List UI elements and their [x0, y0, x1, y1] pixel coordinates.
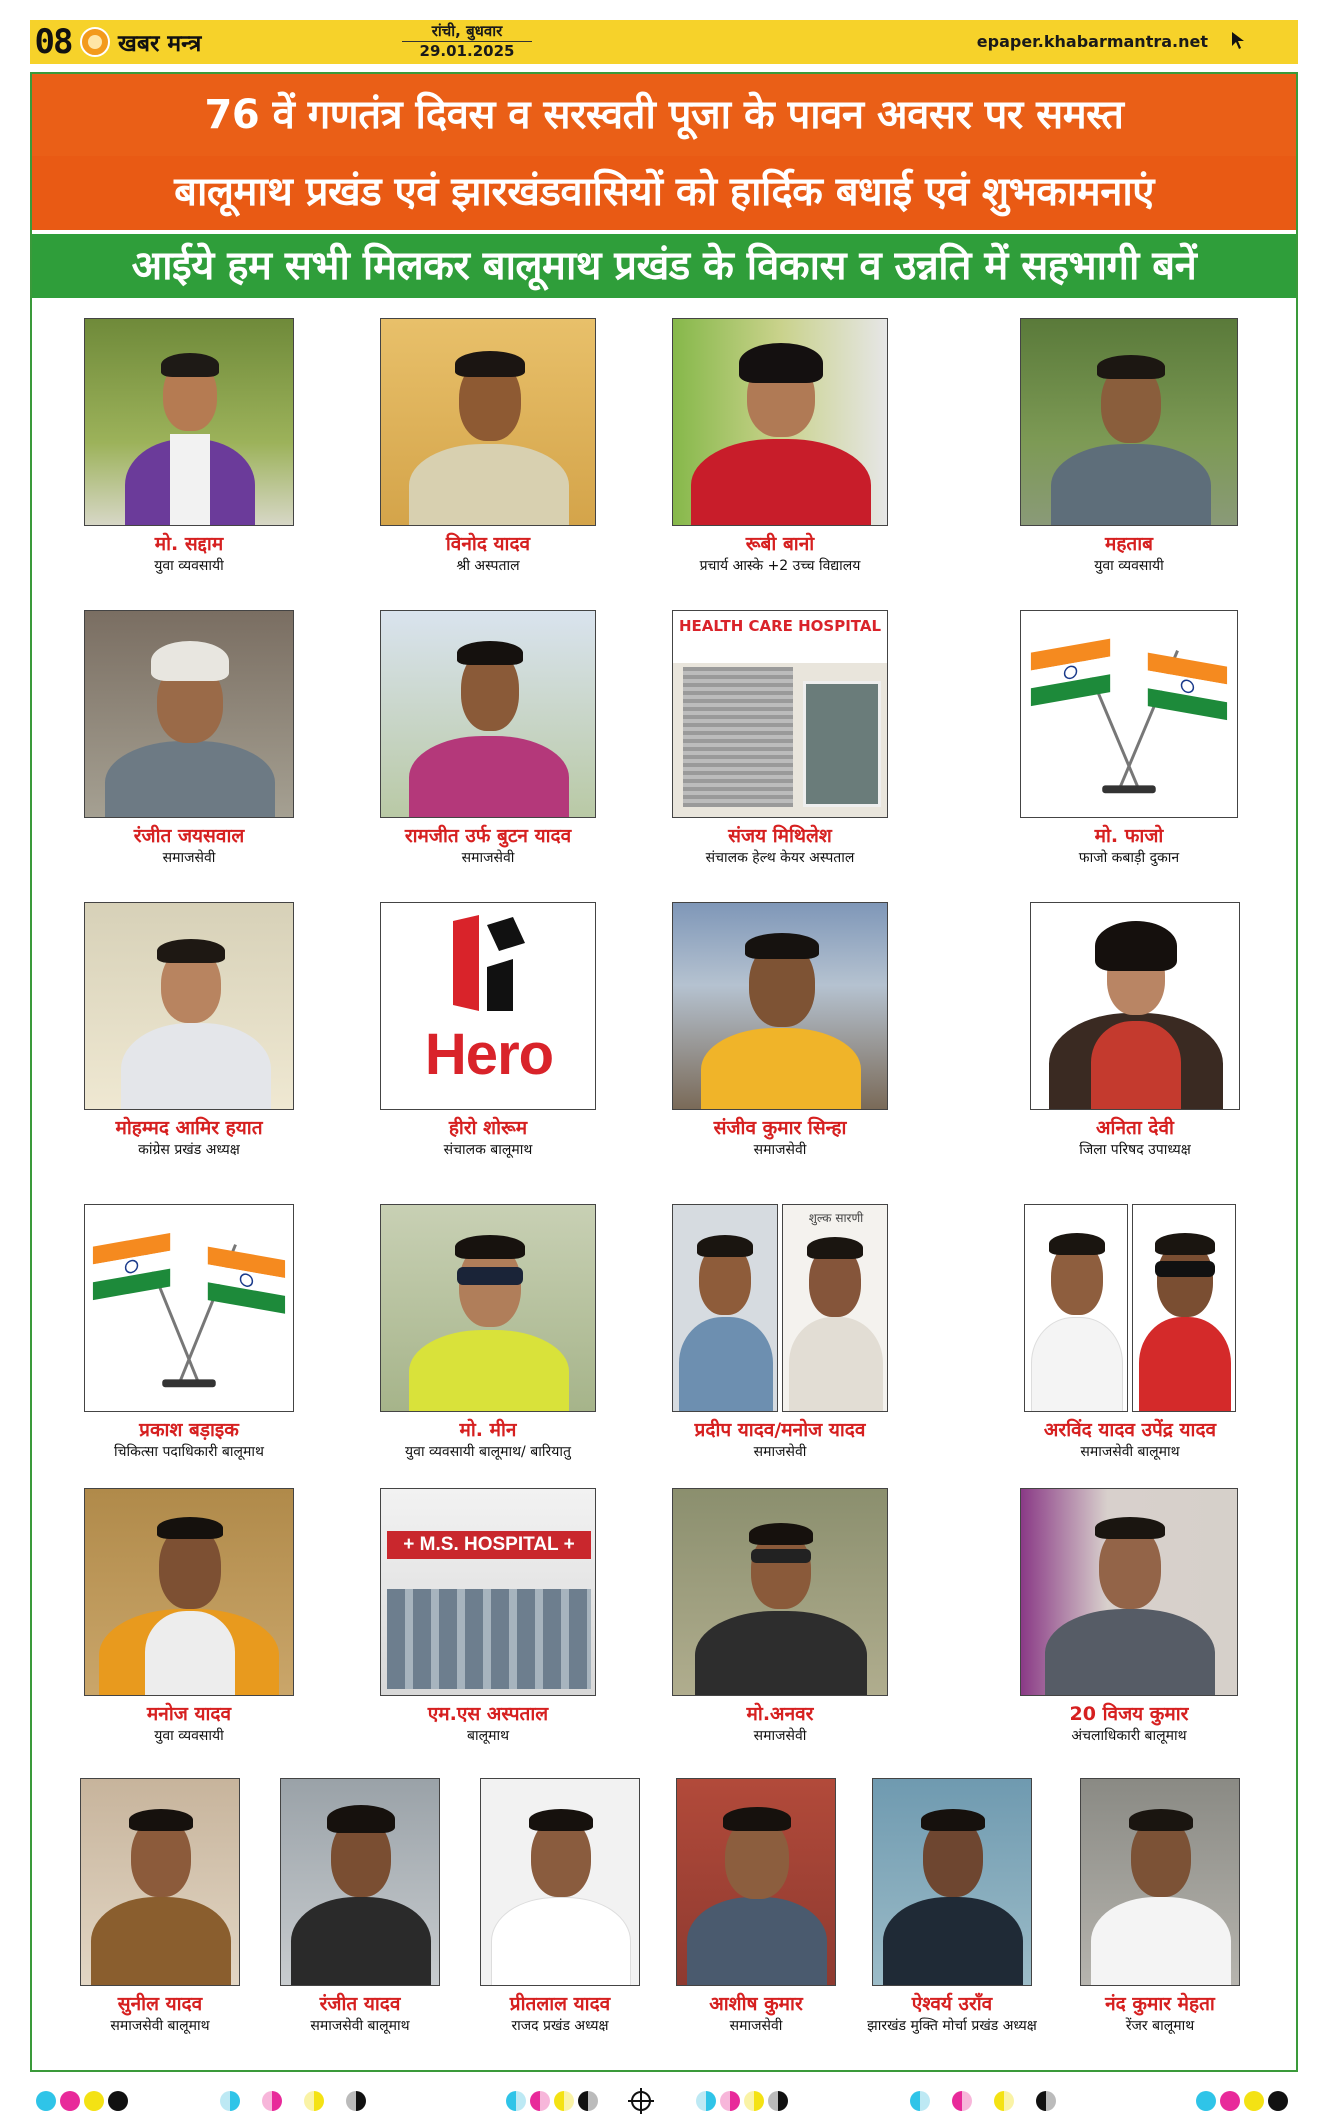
- person-name: रंजीत जयसवाल: [133, 825, 245, 847]
- dual-photo: [672, 1204, 888, 1412]
- person-name: रामजीत उर्फ बुटन यादव: [404, 825, 572, 847]
- banner-appeal: आईये हम सभी मिलकर बालूमाथ प्रखंड के विकास व उन्नति में सहभागी बनें: [32, 234, 1296, 298]
- person-card: [84, 318, 294, 576]
- person-card: [380, 902, 596, 1160]
- person-role: संचालक हेल्थ केयर अस्पताल: [705, 850, 855, 866]
- person-role: समाजसेवी: [753, 1142, 807, 1158]
- person-name: ऐश्वर्य उराँव: [911, 1993, 993, 2015]
- person-name: संजीव कुमार सिन्हा: [713, 1117, 847, 1139]
- person-name: मो.अनवर: [746, 1703, 814, 1725]
- person-card: [852, 1778, 1052, 2036]
- person-photo: [380, 1488, 596, 1696]
- person-card: [84, 902, 294, 1160]
- fee-board-text: शुल्क सारणी: [808, 1211, 864, 1225]
- person-photo: [380, 1204, 596, 1412]
- person-name: संजय मिथिलेश: [728, 825, 832, 847]
- person-card: [1006, 1204, 1254, 1462]
- person-photo: [1132, 1204, 1236, 1412]
- person-card: [380, 1488, 596, 1746]
- person-photo: [380, 318, 596, 526]
- website-link[interactable]: epaper.khabarmantra.net: [976, 32, 1208, 51]
- person-name: नंद कुमार मेहता: [1105, 1993, 1215, 2015]
- person-photo: [480, 1778, 640, 1986]
- person-photo: [672, 902, 888, 1110]
- hero-logo-image: [380, 902, 596, 1110]
- person-photo: [1020, 318, 1238, 526]
- person-photo: [84, 610, 294, 818]
- person-role: समाजसेवी बालूमाथ: [310, 2018, 410, 2034]
- person-card: [270, 1778, 450, 2036]
- color-registration-mark: [696, 2090, 788, 2112]
- crossed-flags-icon: [85, 1205, 293, 1411]
- person-card: [1020, 610, 1238, 868]
- person-photo: [782, 1204, 888, 1412]
- person-role: समाजसेवी: [753, 1728, 807, 1744]
- person-name: एम.एस अस्पताल: [427, 1703, 549, 1725]
- page-number: 08: [34, 22, 72, 62]
- person-role: राजद प्रखंड अध्यक्ष: [511, 2018, 609, 2034]
- masthead-bar: [30, 20, 1298, 64]
- person-card: [380, 1204, 596, 1462]
- person-photo: [672, 610, 888, 818]
- cursor-icon: [1230, 30, 1248, 52]
- person-role: युवा व्यवसायी: [154, 1728, 224, 1744]
- person-role: अंचलाधिकारी बालूमाथ: [1071, 1728, 1187, 1744]
- person-role: जिला परिषद उपाध्यक्ष: [1079, 1142, 1191, 1158]
- person-card: [666, 1778, 846, 2036]
- person-photo: [872, 1778, 1032, 1986]
- person-photo: [380, 610, 596, 818]
- color-registration-mark: [220, 2090, 366, 2112]
- person-card: [380, 610, 596, 868]
- person-role: समाजसेवी: [729, 2018, 783, 2034]
- dateline: [402, 22, 532, 61]
- brand-name: खबर मन्त्र: [118, 31, 202, 57]
- banner-greeting-line1: 76 वें गणतंत्र दिवस व सरस्वती पूजा के पावन अवसर पर समस्त: [32, 74, 1296, 156]
- person-name: मो. सद्दाम: [154, 533, 224, 555]
- hero-wordmark: Hero: [424, 1022, 554, 1087]
- person-name: मो. मीन: [459, 1419, 517, 1441]
- color-registration-mark: [1196, 2090, 1288, 2112]
- ms-hospital-sign: + M.S. HOSPITAL +: [387, 1531, 591, 1559]
- person-name: मोहम्मद आमिर हयात: [115, 1117, 263, 1139]
- person-role: कांग्रेस प्रखंड अध्यक्ष: [138, 1142, 240, 1158]
- person-name: महताब: [1104, 533, 1154, 555]
- person-card: [672, 1488, 888, 1746]
- person-name: प्रदीप यादव/मनोज यादव: [694, 1419, 866, 1441]
- person-name: रंजीत यादव: [319, 1993, 401, 2015]
- person-photo: [84, 318, 294, 526]
- person-role: चिकित्सा पदाधिकारी बालूमाथ: [114, 1444, 264, 1460]
- person-card: [84, 1204, 294, 1462]
- color-registration-mark: [506, 2090, 598, 2112]
- issue-date: 29.01.2025: [402, 41, 532, 61]
- color-registration-mark: [36, 2090, 128, 2112]
- person-role: प्रचार्य आस्के +2 उच्च विद्यालय: [699, 558, 861, 574]
- person-card: [672, 1204, 888, 1462]
- person-card: [672, 318, 888, 576]
- person-photo: [676, 1778, 836, 1986]
- person-card: [84, 1488, 294, 1746]
- person-photo: [672, 1204, 778, 1412]
- person-photo: [672, 1488, 888, 1696]
- crossed-flags-image: [84, 1204, 294, 1412]
- city-day: रांची, बुधवार: [431, 22, 503, 40]
- person-card: [70, 1778, 250, 2036]
- person-name: 20 विजय कुमार: [1069, 1703, 1189, 1725]
- person-photo: [1030, 902, 1240, 1110]
- person-photo: [1080, 1778, 1240, 1986]
- person-role: संचालक बालूमाथ: [443, 1142, 533, 1158]
- person-role: युवा व्यवसायी: [154, 558, 224, 574]
- person-card: [672, 610, 888, 868]
- person-card: [84, 610, 294, 868]
- person-name: विनोद यादव: [445, 533, 531, 555]
- person-role: बालूमाथ: [466, 1728, 510, 1744]
- person-name: अनिता देवी: [1096, 1117, 1174, 1139]
- person-photo: [672, 318, 888, 526]
- person-role: फाजो कबाड़ी दुकान: [1078, 850, 1180, 866]
- hospital-sign: HEALTH CARE HOSPITAL: [679, 617, 882, 635]
- person-role: समाजसेवी बालूमाथ: [110, 2018, 210, 2034]
- person-role: युवा व्यवसायी: [1094, 558, 1164, 574]
- person-card: [380, 318, 596, 576]
- person-photo: [84, 902, 294, 1110]
- person-role: समाजसेवी: [461, 850, 515, 866]
- person-role: समाजसेवी बालूमाथ: [1080, 1444, 1180, 1460]
- person-name: प्रकाश बड़ाइक: [139, 1419, 239, 1441]
- person-photo: [1020, 1488, 1238, 1696]
- person-card: [1030, 902, 1240, 1160]
- person-card: [1020, 1488, 1238, 1746]
- person-role: समाजसेवी: [162, 850, 216, 866]
- person-name: सुनील यादव: [117, 1993, 203, 2015]
- person-name: मो. फाजो: [1094, 825, 1164, 847]
- person-card: [1020, 318, 1238, 576]
- banner-greeting-line2: बालूमाथ प्रखंड एवं झारखंडवासियों को हार्दिक बधाई एवं शुभकामनाएं: [32, 156, 1296, 230]
- person-name: हीरो शोरूम: [448, 1117, 528, 1139]
- person-role: श्री अस्पताल: [456, 558, 520, 574]
- person-role: युवा व्यवसायी बालूमाथ/ बारियातु: [405, 1444, 571, 1460]
- dual-photo: [1024, 1204, 1236, 1412]
- person-name: मनोज यादव: [146, 1703, 232, 1725]
- person-card: [470, 1778, 650, 2036]
- person-photo: [1024, 1204, 1128, 1412]
- person-role: समाजसेवी: [753, 1444, 807, 1460]
- crossed-flags-icon: [1021, 611, 1237, 817]
- person-photo: [280, 1778, 440, 1986]
- brand-logo-icon: [80, 27, 110, 57]
- person-name: रूबी बानो: [745, 533, 815, 555]
- person-card: [1070, 1778, 1250, 2036]
- color-registration-mark: [910, 2090, 1056, 2112]
- person-name: आशीष कुमार: [709, 1993, 803, 2015]
- person-role: झारखंड मुक्ति मोर्चा प्रखंड अध्यक्ष: [867, 2018, 1037, 2034]
- person-role: रेंजर बालूमाथ: [1125, 2018, 1195, 2034]
- crossed-flags-image: [1020, 610, 1238, 818]
- person-card: [672, 902, 888, 1160]
- person-name: प्रीतलाल यादव: [509, 1993, 611, 2015]
- person-name: अरविंद यादव उपेंद्र यादव: [1043, 1419, 1217, 1441]
- person-photo: [80, 1778, 240, 1986]
- hero-emblem-icon: [453, 915, 525, 1015]
- person-photo: [84, 1488, 294, 1696]
- registration-target-icon: [628, 2088, 654, 2114]
